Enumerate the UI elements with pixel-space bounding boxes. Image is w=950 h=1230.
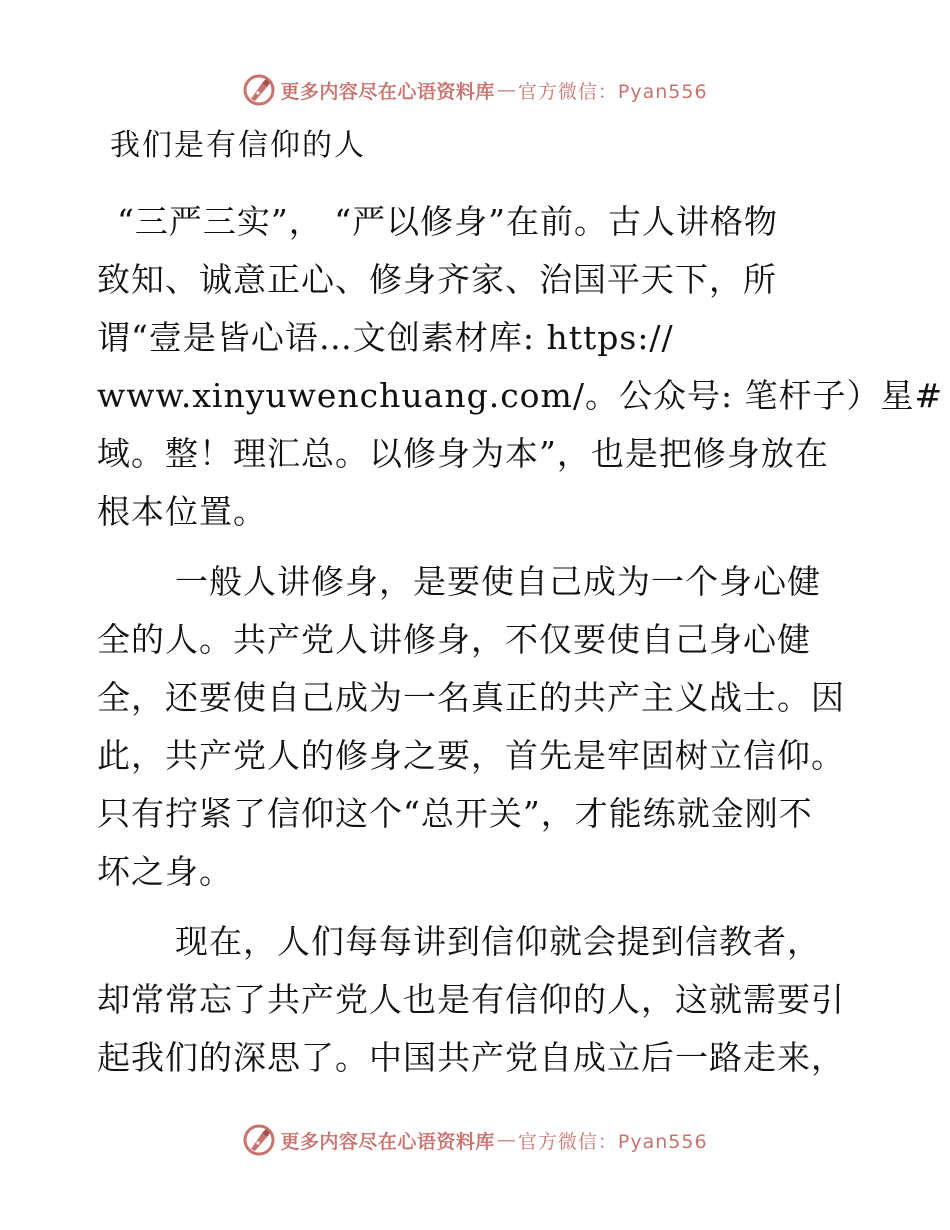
text-line: 根本位置。 [97, 492, 267, 531]
paragraph-gap [97, 901, 857, 913]
text-line: 全，还要使自己成为一名真正的共产主义战士。因 [97, 678, 845, 717]
header-watermark [0, 70, 950, 110]
text-line: 谓“壹是皆心语…文创素材库: https:// [97, 318, 674, 357]
page-title: 我们是有信仰的人 [110, 128, 366, 163]
text-line: “三严三实”， “严以修身”在前。古人讲格物 [117, 202, 778, 241]
text-line: 致知、诚意正心、修身齐家、治国平天下，所 [97, 260, 777, 299]
text-line: 却常常忘了共产党人也是有信仰的人，这就需要引 [97, 980, 845, 1019]
paragraph-2 [97, 553, 857, 901]
watermark-separator: — [496, 1129, 516, 1151]
pen-nib-logo-icon [242, 1123, 276, 1157]
text-line: 只有拧紧了信仰这个“总开关”，才能练就金刚不 [97, 794, 813, 833]
watermark-separator: — [496, 79, 516, 101]
paragraph-3 [97, 913, 857, 1087]
footer-watermark [0, 1120, 950, 1160]
text-line: 全的人。共产党人讲修身，不仅要使自己身心健 [97, 620, 811, 659]
watermark-text: 更多内容尽在心语资料库 [280, 1130, 495, 1153]
text-line: 现在，人们每每讲到信仰就会提到信教者， [175, 922, 821, 961]
document-body [97, 193, 944, 1087]
watermark-account: 官方微信：Pyan556 [517, 80, 708, 103]
text-line: 一般人讲修身，是要使自己成为一个身心健 [175, 562, 821, 601]
paragraph-1 [97, 193, 944, 541]
text-line: 此，共产党人的修身之要，首先是牢固树立信仰。 [97, 736, 845, 775]
text-line: 起我们的深思了。中国共产党自成立后一路走来， [97, 1038, 845, 1077]
text-line: 域。整！理汇总。以修身为本”，也是把修身放在 [97, 434, 829, 473]
text-line: 坏之身。 [97, 852, 233, 891]
paragraph-gap [97, 541, 857, 553]
watermark-account: 官方微信：Pyan556 [517, 1130, 708, 1153]
text-line: www.xinyuwenchuang.com/。公众号: 笔杆子）星# [97, 376, 944, 415]
watermark-text: 更多内容尽在心语资料库 [280, 80, 495, 103]
pen-nib-logo-icon [242, 73, 276, 107]
